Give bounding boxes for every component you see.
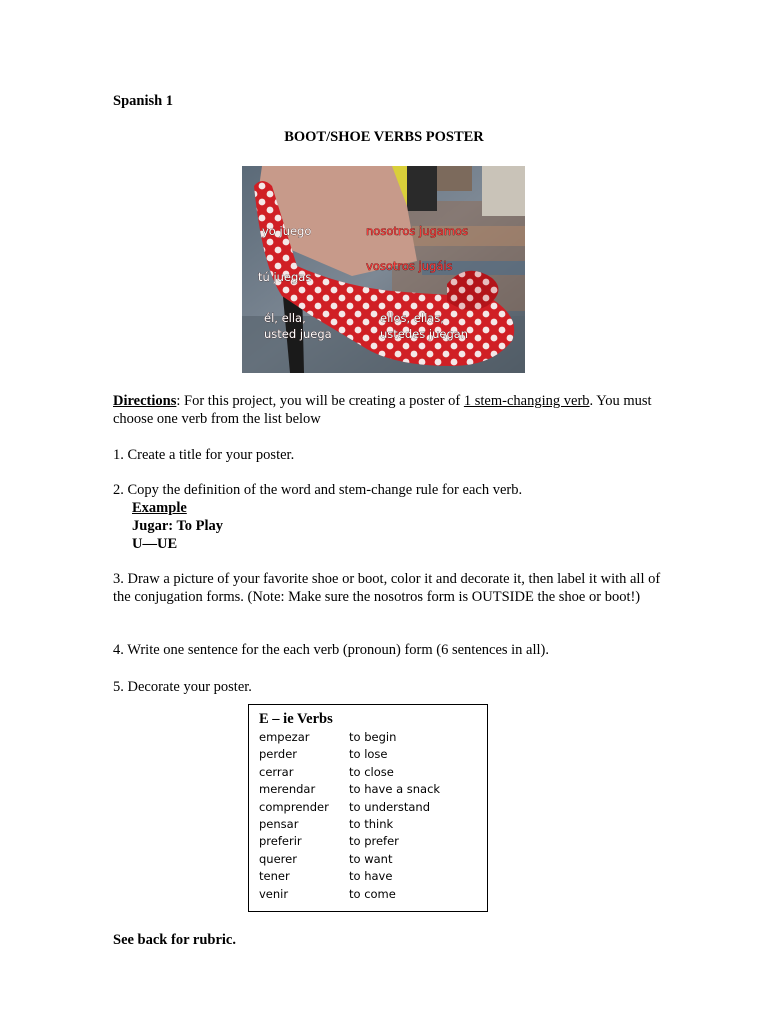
rubric-note: See back for rubric.	[113, 932, 236, 948]
label-ellos-line2: ustedes juegan	[380, 327, 469, 341]
verb-spanish: preferir	[259, 834, 302, 849]
verb-english: to understand	[349, 799, 431, 814]
verb-row	[259, 729, 440, 746]
verb-spanish: comprender	[259, 799, 329, 814]
course-name: Spanish 1	[113, 93, 174, 109]
verb-row	[259, 833, 440, 850]
directions-underlined: 1 stem-changing verb	[463, 393, 590, 409]
verb-spanish: tener	[259, 869, 290, 884]
example-line-2: U—UE	[132, 536, 178, 552]
directions-text-before: : For this project, you will be creating a poster of	[176, 393, 464, 409]
label-vosotros: vosotros jugáis	[366, 259, 453, 273]
directions-label: Directions	[113, 393, 177, 409]
verb-spanish: cerrar	[259, 764, 294, 779]
verb-spanish: empezar	[259, 730, 310, 744]
label-yo: yo juego	[262, 224, 312, 238]
verb-english: to prefer	[349, 834, 399, 849]
shoe-photo	[242, 166, 525, 373]
step-2: 2. Copy the definition of the word and stem-change rule for each verb.	[113, 482, 523, 498]
step-1: 1. Create a title for your poster.	[113, 447, 295, 463]
step-4: 4. Write one sentence for the each verb (pronoun) form (6 sentences in all).	[113, 642, 549, 658]
verb-spanish: venir	[259, 886, 289, 901]
verb-list-rows	[259, 729, 440, 903]
verb-spanish: merendar	[259, 782, 316, 797]
verb-list-box	[248, 704, 488, 912]
verb-english: to think	[349, 816, 394, 831]
example-heading: Example	[132, 500, 187, 516]
verb-english: to have	[349, 869, 393, 884]
label-nosotros: nosotros jugamos	[366, 224, 469, 238]
verb-row	[259, 781, 440, 798]
example-block	[132, 499, 223, 553]
verb-spanish: pensar	[259, 816, 299, 831]
verb-row	[259, 764, 440, 781]
label-el-line1: él, ella,	[264, 311, 306, 325]
verb-row	[259, 851, 440, 868]
verb-row	[259, 799, 440, 816]
verb-row	[259, 746, 440, 763]
verb-english: to begin	[349, 730, 397, 744]
verb-english: to want	[349, 851, 393, 866]
label-tu: tú juegas	[258, 270, 312, 284]
verb-spanish: perder	[259, 747, 298, 762]
verb-spanish: querer	[259, 851, 297, 866]
verb-row	[259, 886, 440, 903]
label-ellos-line1: ellos, ellas,	[380, 311, 444, 325]
step-3: 3. Draw a picture of your favorite shoe or boot, color it and decorate it, then label it with all of the conjugation forms. (Note: Make sure the nosotros form is OUTSIDE the shoe or boot!)	[113, 571, 661, 605]
label-el-line2: usted juega	[264, 327, 332, 341]
verb-english: to lose	[349, 747, 388, 762]
verb-english: to come	[349, 886, 396, 901]
page-title: BOOT/SHOE VERBS POSTER	[284, 129, 484, 145]
step-5: 5. Decorate your poster.	[113, 679, 252, 695]
verb-english: to close	[349, 764, 394, 779]
example-line-1: Jugar: To Play	[132, 518, 224, 534]
directions-text-after: . You must choose one verb from the list below	[113, 393, 652, 427]
verb-row	[259, 816, 440, 833]
directions-paragraph	[113, 392, 653, 428]
verb-list-heading: E – ie Verbs	[259, 711, 333, 727]
verb-english: to have a snack	[349, 782, 441, 797]
verb-row	[259, 868, 440, 885]
